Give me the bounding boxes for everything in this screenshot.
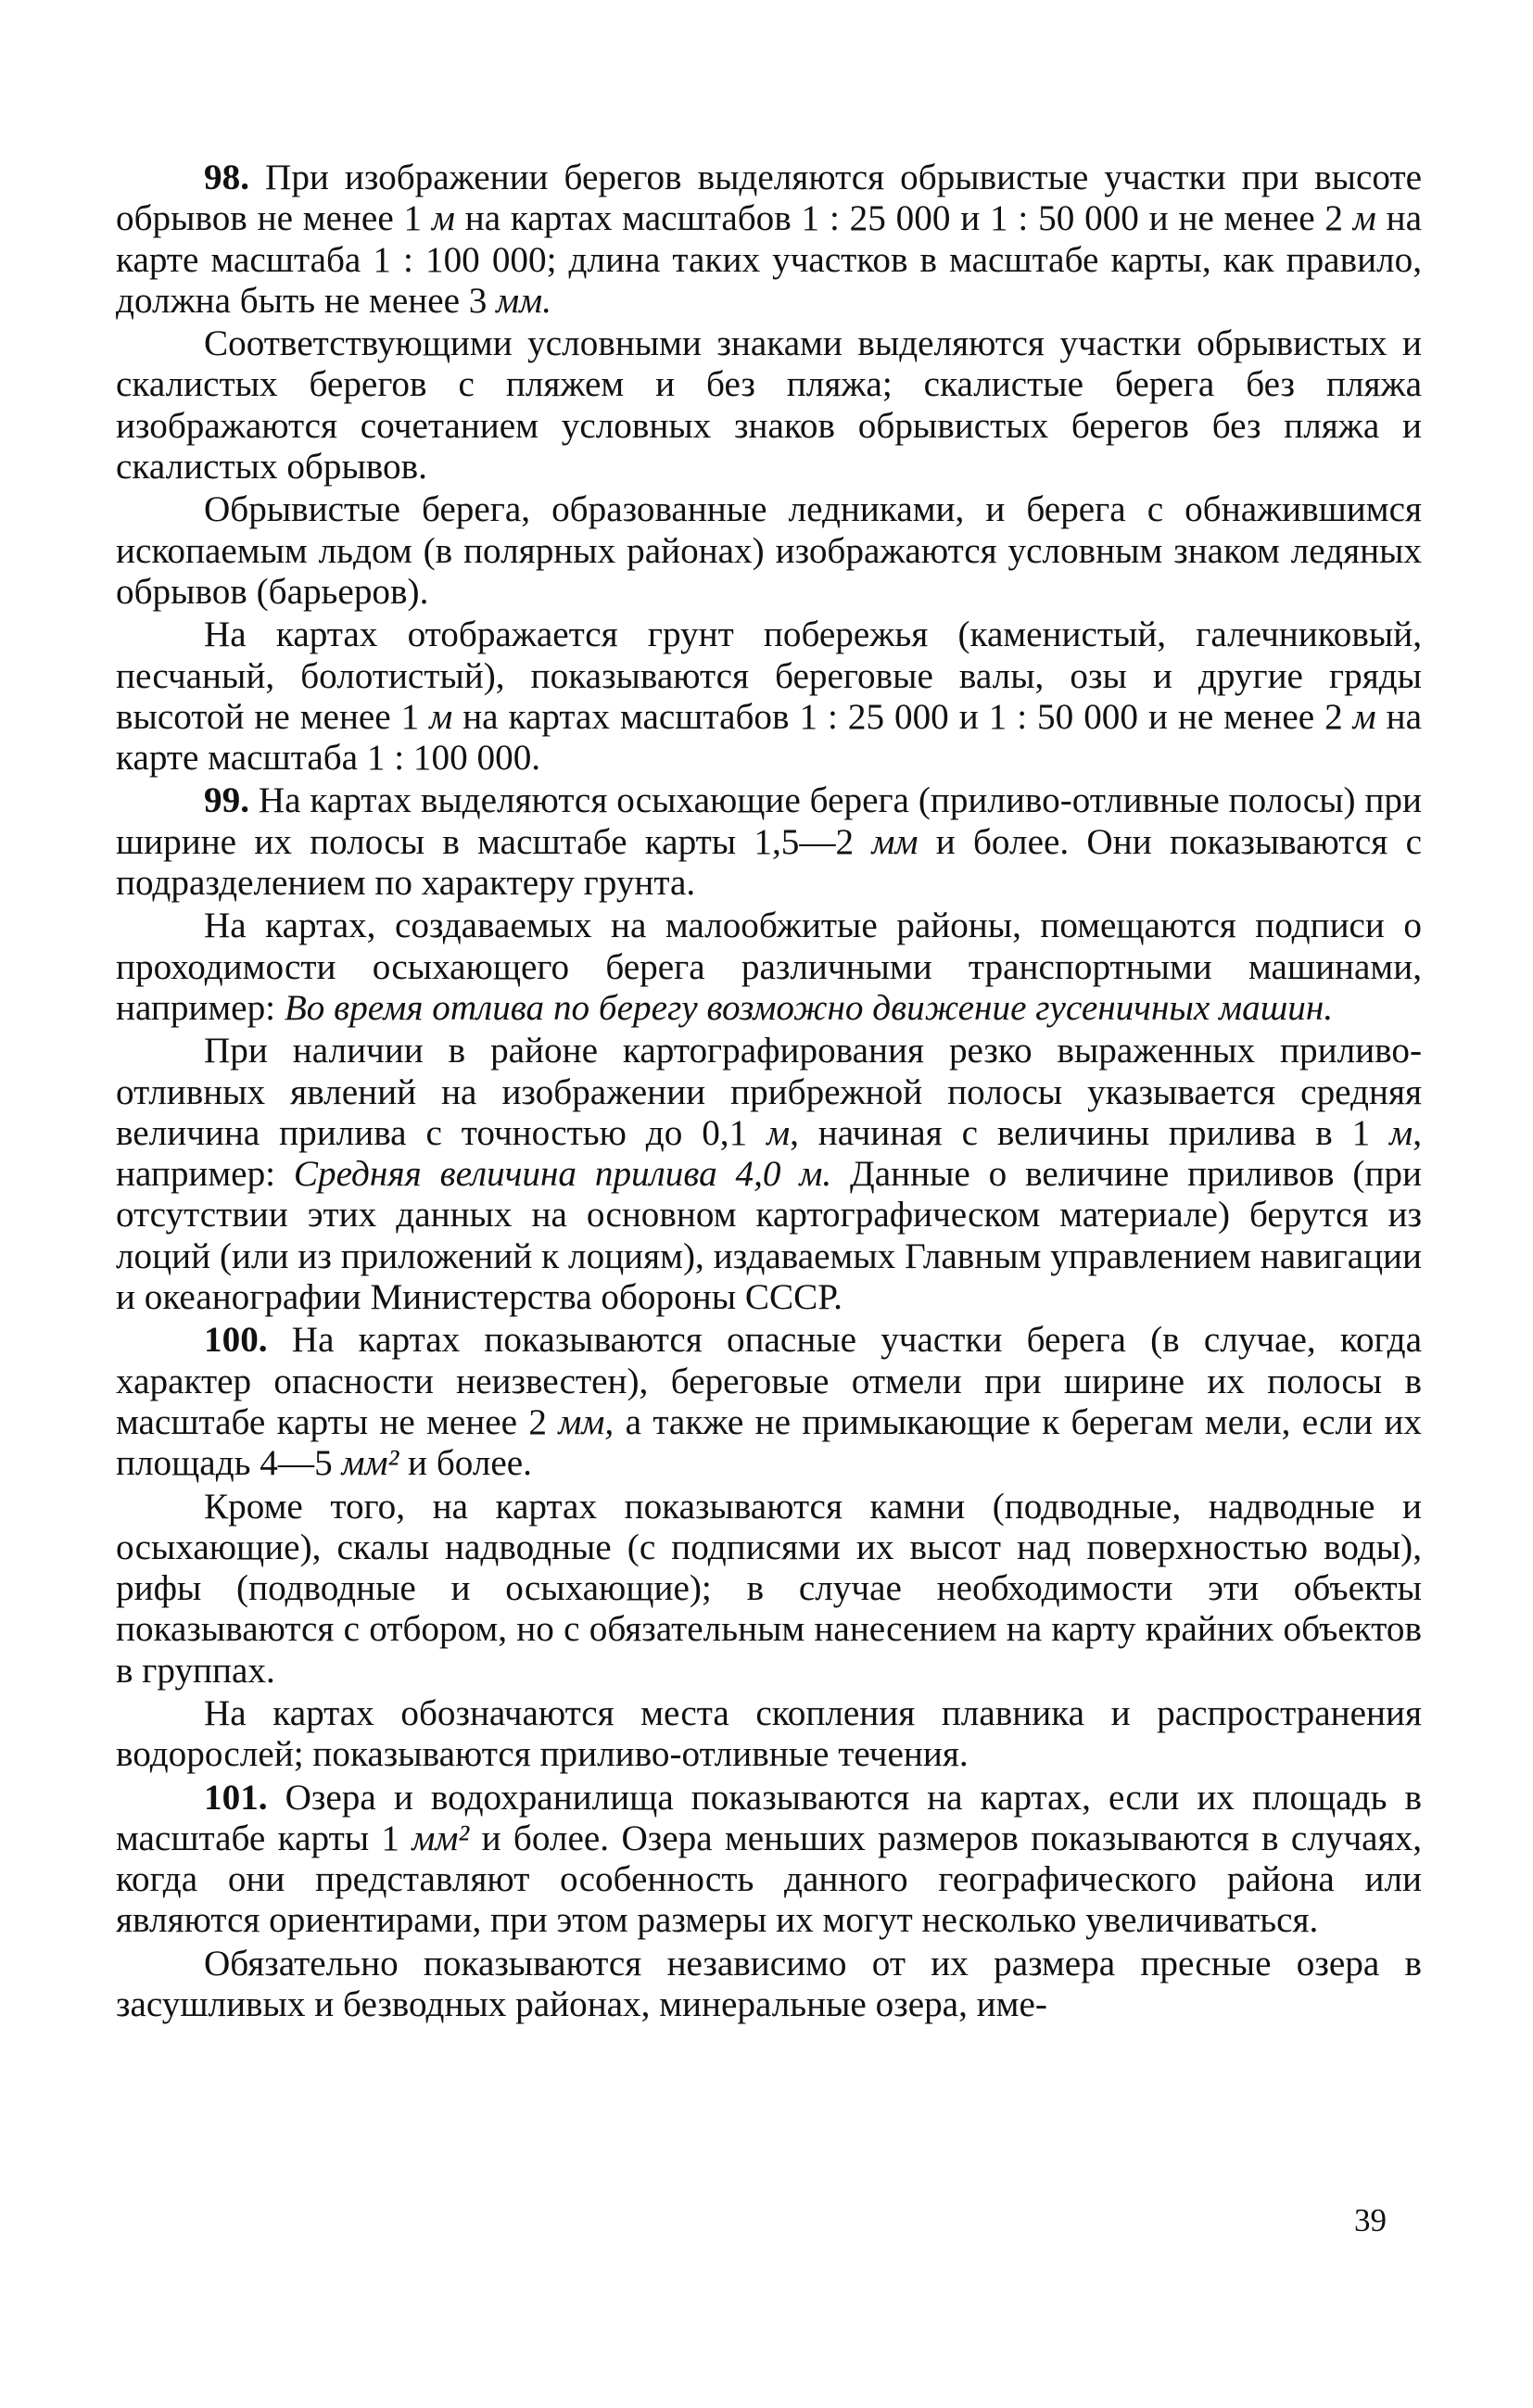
page-number: 39 [1354, 2202, 1387, 2238]
paragraph-text: На картах показываются опасные участки берега (в случае, когда характер опасности неизвестен), береговые отмели при ширине их полосы в масштабе карты не менее 2 [116, 1320, 1422, 1442]
italic-text: мм. [496, 280, 551, 321]
paragraph-text: При наличии в районе картографирования резко выраженных приливо-отливных явлений на изображении прибрежной полосы указывается средняя величина прилива с точностью до 0,1 [116, 1031, 1422, 1153]
paragraph [116, 1944, 1422, 2026]
paragraph-text: На картах, создаваемых на малообжитые районы, помещаются подписи о проходимости осыхающего берега различными транспортными машинами, например: [116, 906, 1422, 1028]
paragraph-text: на карте масштаба 1 : 100 000. [116, 696, 1422, 779]
paragraph-text: Озера и водохранилища показываются на картах, если их площадь в масштабе карты 1 [116, 1777, 1422, 1858]
paragraph [116, 1031, 1422, 1318]
italic-text: м [1389, 1112, 1413, 1153]
paragraph [116, 1320, 1422, 1484]
paragraph-text: Обязательно показываются независимо от их размера пресные озера в засушливых и безводных районах, минеральные озера, име- [116, 1943, 1422, 2025]
paragraph-text: Кроме того, на картах показываются камни (подводные, надводные и осыхающие), скалы надводные (с подписями их высот над поверхностью воды), рифы (подводные и осыхающие); в случае необходимости эти объекты показываются с отбором, но с обязательным нанесением на карту крайних объектов в группах. [116, 1486, 1422, 1691]
paragraph [116, 323, 1422, 488]
paragraph [116, 906, 1422, 1029]
paragraph-text: и более. Озера меньших размеров показываются в случаях, когда они представляют особенность данного географического района или являются ориентирами, при этом размеры их могут несколько увеличиваться. [116, 1818, 1422, 1941]
paragraph [116, 489, 1422, 613]
italic-text: м [429, 696, 453, 737]
paragraph [116, 1693, 1422, 1776]
paragraph [116, 1487, 1422, 1692]
paragraph [116, 615, 1422, 779]
italic-text: м [431, 198, 455, 239]
paragraph-text: На картах отображается грунт побережья (каменистый, галечниковый, песчаный, болотистый), показываются береговые валы, озы и другие гряды высотой не менее 1 [116, 615, 1422, 737]
italic-text: м [766, 1112, 791, 1153]
paragraph-text: На картах выделяются осыхающие берега (приливо-отливные полосы) при ширине их полосы в масштабе карты 1,5—2 [116, 780, 1422, 862]
paragraph-text: На картах обозначаются места скопления плавника и распространения водорослей; показываются приливо-отливные течения. [116, 1692, 1422, 1775]
italic-text: мм² [412, 1818, 470, 1858]
paragraph-text: При изображении берегов выделяются обрывистые участки при высоте обрывов не менее 1 [116, 158, 1422, 239]
paragraph-text: на картах масштабов 1 : 25 000 и 1 : 50 000 и не менее 2 [454, 198, 1353, 239]
italic-text: мм [871, 821, 919, 862]
paragraph-text: , начиная с величины прилива в 1 [790, 1112, 1390, 1153]
paragraph-text: а также не примыкающие к берегам мели, если их площадь 4—5 [116, 1401, 1422, 1484]
paragraph-text: и более. Они показываются с подразделением по характеру грунта. [116, 821, 1422, 904]
paragraph-text: на картах масштабов 1 : 25 000 и 1 : 50 000 и не менее 2 [452, 696, 1353, 737]
section-number: 99. [204, 780, 249, 821]
section-number: 101. [204, 1777, 268, 1818]
page-body [116, 158, 1422, 2025]
italic-text: м [1352, 696, 1376, 737]
italic-text: Во время отлива по берегу возможно движение гусеничных машин. [284, 987, 1334, 1028]
paragraph-text: Данные о величине приливов (при отсутствии этих данных на основном картографическом материале) берутся из лоций (или из приложений к лоциям), издаваемых Главным управлением навигации и океанографии Министерства обороны СССР. [116, 1154, 1422, 1318]
paragraph [116, 1778, 1422, 1942]
italic-text: м [1352, 198, 1376, 239]
paragraph-text: и более. [399, 1443, 532, 1484]
section-number: 98. [204, 158, 249, 197]
paragraph [116, 780, 1422, 904]
italic-text: Средняя величина прилива 4,0 м. [293, 1154, 832, 1195]
paragraph-text: Соответствующими условными знаками выделяются участки обрывистых и скалистых берегов с пляжем и без пляжа; скалистые берега без пляжа изображаются сочетанием условных знаков обрывистых берегов без пляжа и скалистых обрывов. [116, 323, 1422, 488]
paragraph-text: , например: [116, 1112, 1422, 1195]
paragraph-text: на карте масштаба 1 : 100 000; длина таких участков в масштабе карты, как правило, должна быть не менее 3 [116, 198, 1422, 321]
paragraph [116, 158, 1422, 322]
italic-text: мм, [558, 1401, 614, 1442]
paragraph-text: Обрывистые берега, образованные ледниками, и берега с обнажившимся ископаемым льдом (в полярных районах) изображаются условным знаком ледяных обрывов (барьеров). [116, 489, 1422, 612]
italic-text: мм² [341, 1443, 399, 1484]
section-number: 100. [204, 1320, 268, 1361]
